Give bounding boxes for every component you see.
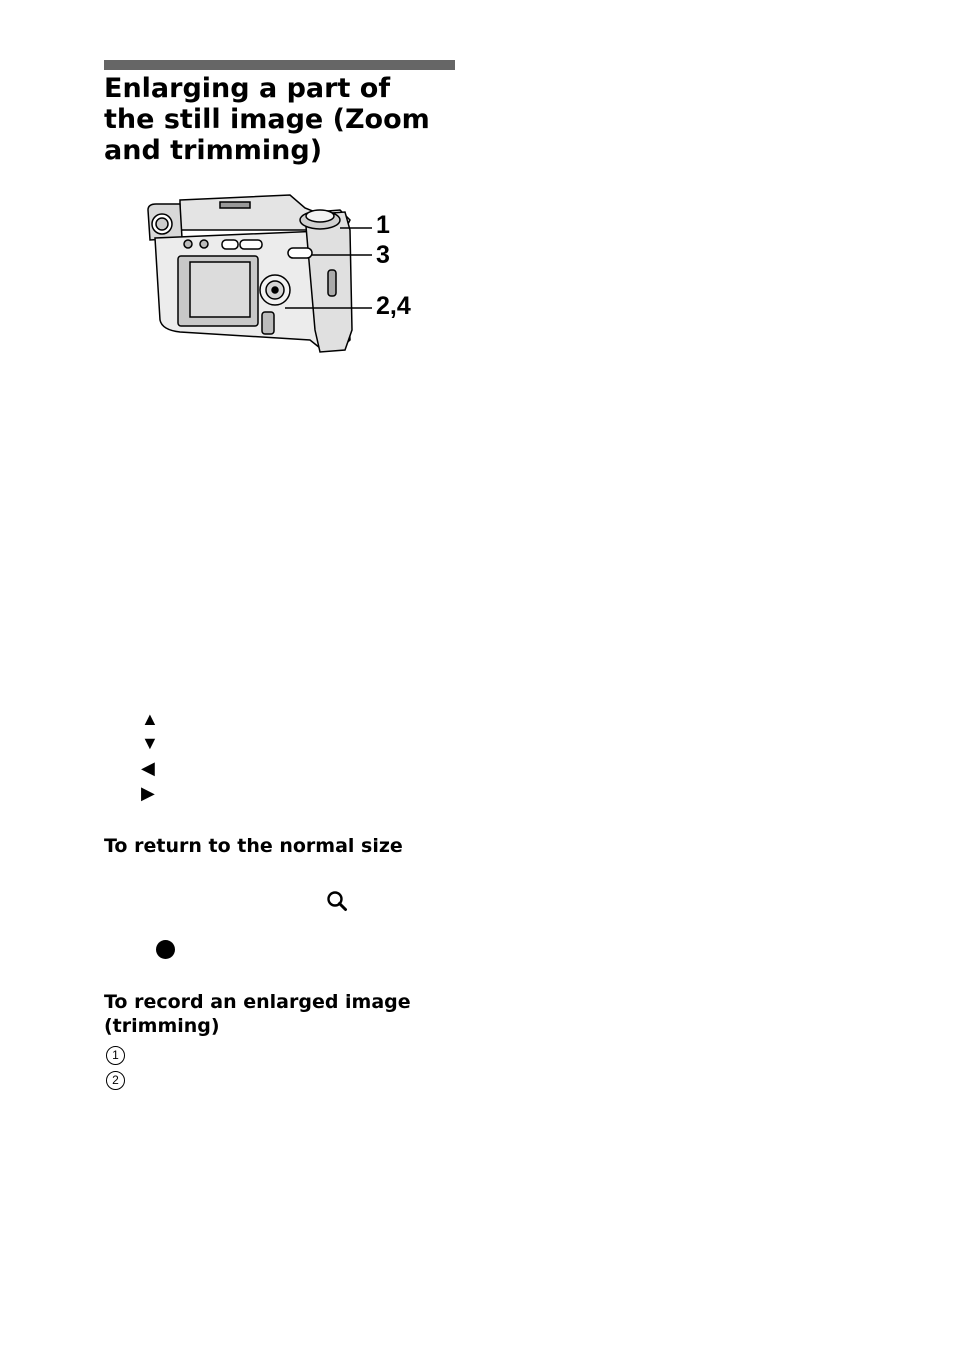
trimming-heading-line-1: To record an enlarged image (104, 991, 411, 1013)
page-title-line-2: the still image (Zoom (104, 104, 430, 135)
normal-size-heading: To return to the normal size (104, 835, 403, 857)
magnifier-icon (326, 890, 348, 912)
step-2-number: 2 (106, 1071, 125, 1090)
callout-2-4: 2,4 (376, 292, 411, 320)
page-title-line-1: Enlarging a part of (104, 73, 391, 104)
step-1-number: 1 (106, 1046, 125, 1065)
trimming-heading (104, 990, 464, 1038)
callout-3: 3 (376, 241, 390, 269)
down-arrow-icon: ▼ (141, 733, 159, 753)
up-arrow-icon: ▲ (141, 709, 159, 729)
left-arrow-icon: ◀ (141, 758, 155, 778)
page-title (104, 73, 464, 166)
trimming-heading-line-2: (trimming) (104, 1015, 220, 1037)
page-title-line-3: and trimming) (104, 135, 323, 166)
section-title-bar (104, 60, 455, 70)
right-arrow-icon: ▶ (141, 783, 155, 803)
filled-circle-icon (156, 940, 175, 959)
callout-1: 1 (376, 211, 390, 239)
